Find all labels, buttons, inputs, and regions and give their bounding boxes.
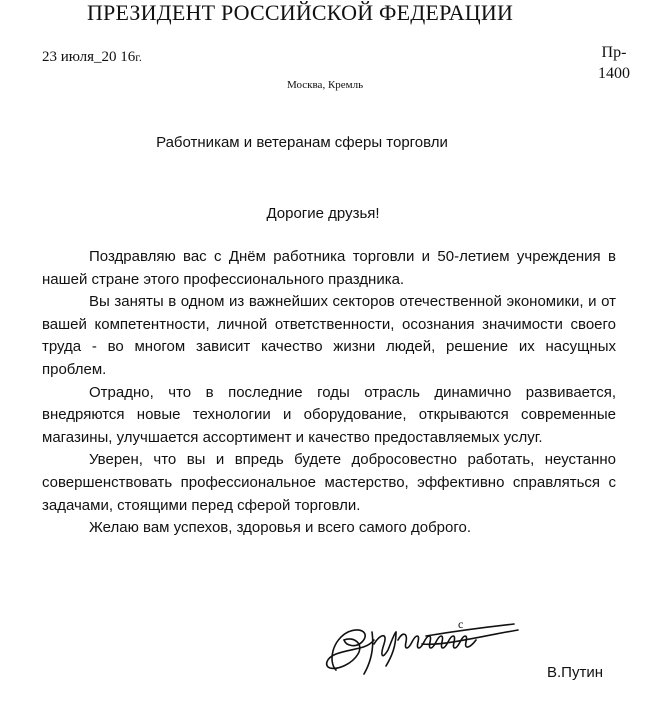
document-number-value: 1400 bbox=[598, 65, 630, 82]
signer-name: В.Путин bbox=[547, 664, 603, 681]
letter-paragraph: Уверен, что вы и впредь будете добросовестно работать, неустанно совершенствовать профессиональное мастерство, эффективно справляться с задачами, стоящими перед сферой торговли. bbox=[42, 451, 616, 514]
document-number bbox=[598, 42, 630, 84]
letter-paragraph: Отрадно, что в последние годы отрасль динамично развивается, внедряются новые технологии и оборудование, открываются современные магазины, улучшается ассортимент и качество предоставляемых услуг. bbox=[42, 383, 616, 446]
document-header-title: ПРЕЗИДЕНТ РОССИЙСКОЙ ФЕДЕРАЦИИ bbox=[86, 0, 514, 25]
date-year: 16 bbox=[116, 49, 136, 65]
handwritten-signature bbox=[322, 610, 532, 680]
document-place: Москва, Кремль bbox=[287, 79, 364, 91]
signature-mark: с bbox=[458, 617, 464, 631]
date-day-month: 23 июля_20 bbox=[42, 49, 117, 65]
letter-paragraph: Поздравляю вас с Днём работника торговли и 50-летием учреждения в нашей стране этого профессионального праздника. bbox=[42, 248, 616, 288]
letter-greeting: Дорогие друзья! bbox=[266, 205, 380, 222]
letter-paragraph: Вы заняты в одном из важнейших секторов отечественной экономики, и от вашей компетентности, личной ответственности, осознания значимости своего труда - во многом зависит качество жизни людей, решение их насущных проблем. bbox=[42, 293, 616, 378]
letter-paragraph: Желаю вам успехов, здоровья и всего самого доброго. bbox=[89, 519, 472, 537]
document-date bbox=[42, 49, 142, 66]
document-number-prefix: Пр- bbox=[601, 44, 627, 61]
date-suffix: г. bbox=[135, 50, 142, 64]
letter-addressee: Работникам и ветеранам сферы торговли bbox=[156, 134, 448, 151]
letter-body bbox=[42, 246, 616, 540]
